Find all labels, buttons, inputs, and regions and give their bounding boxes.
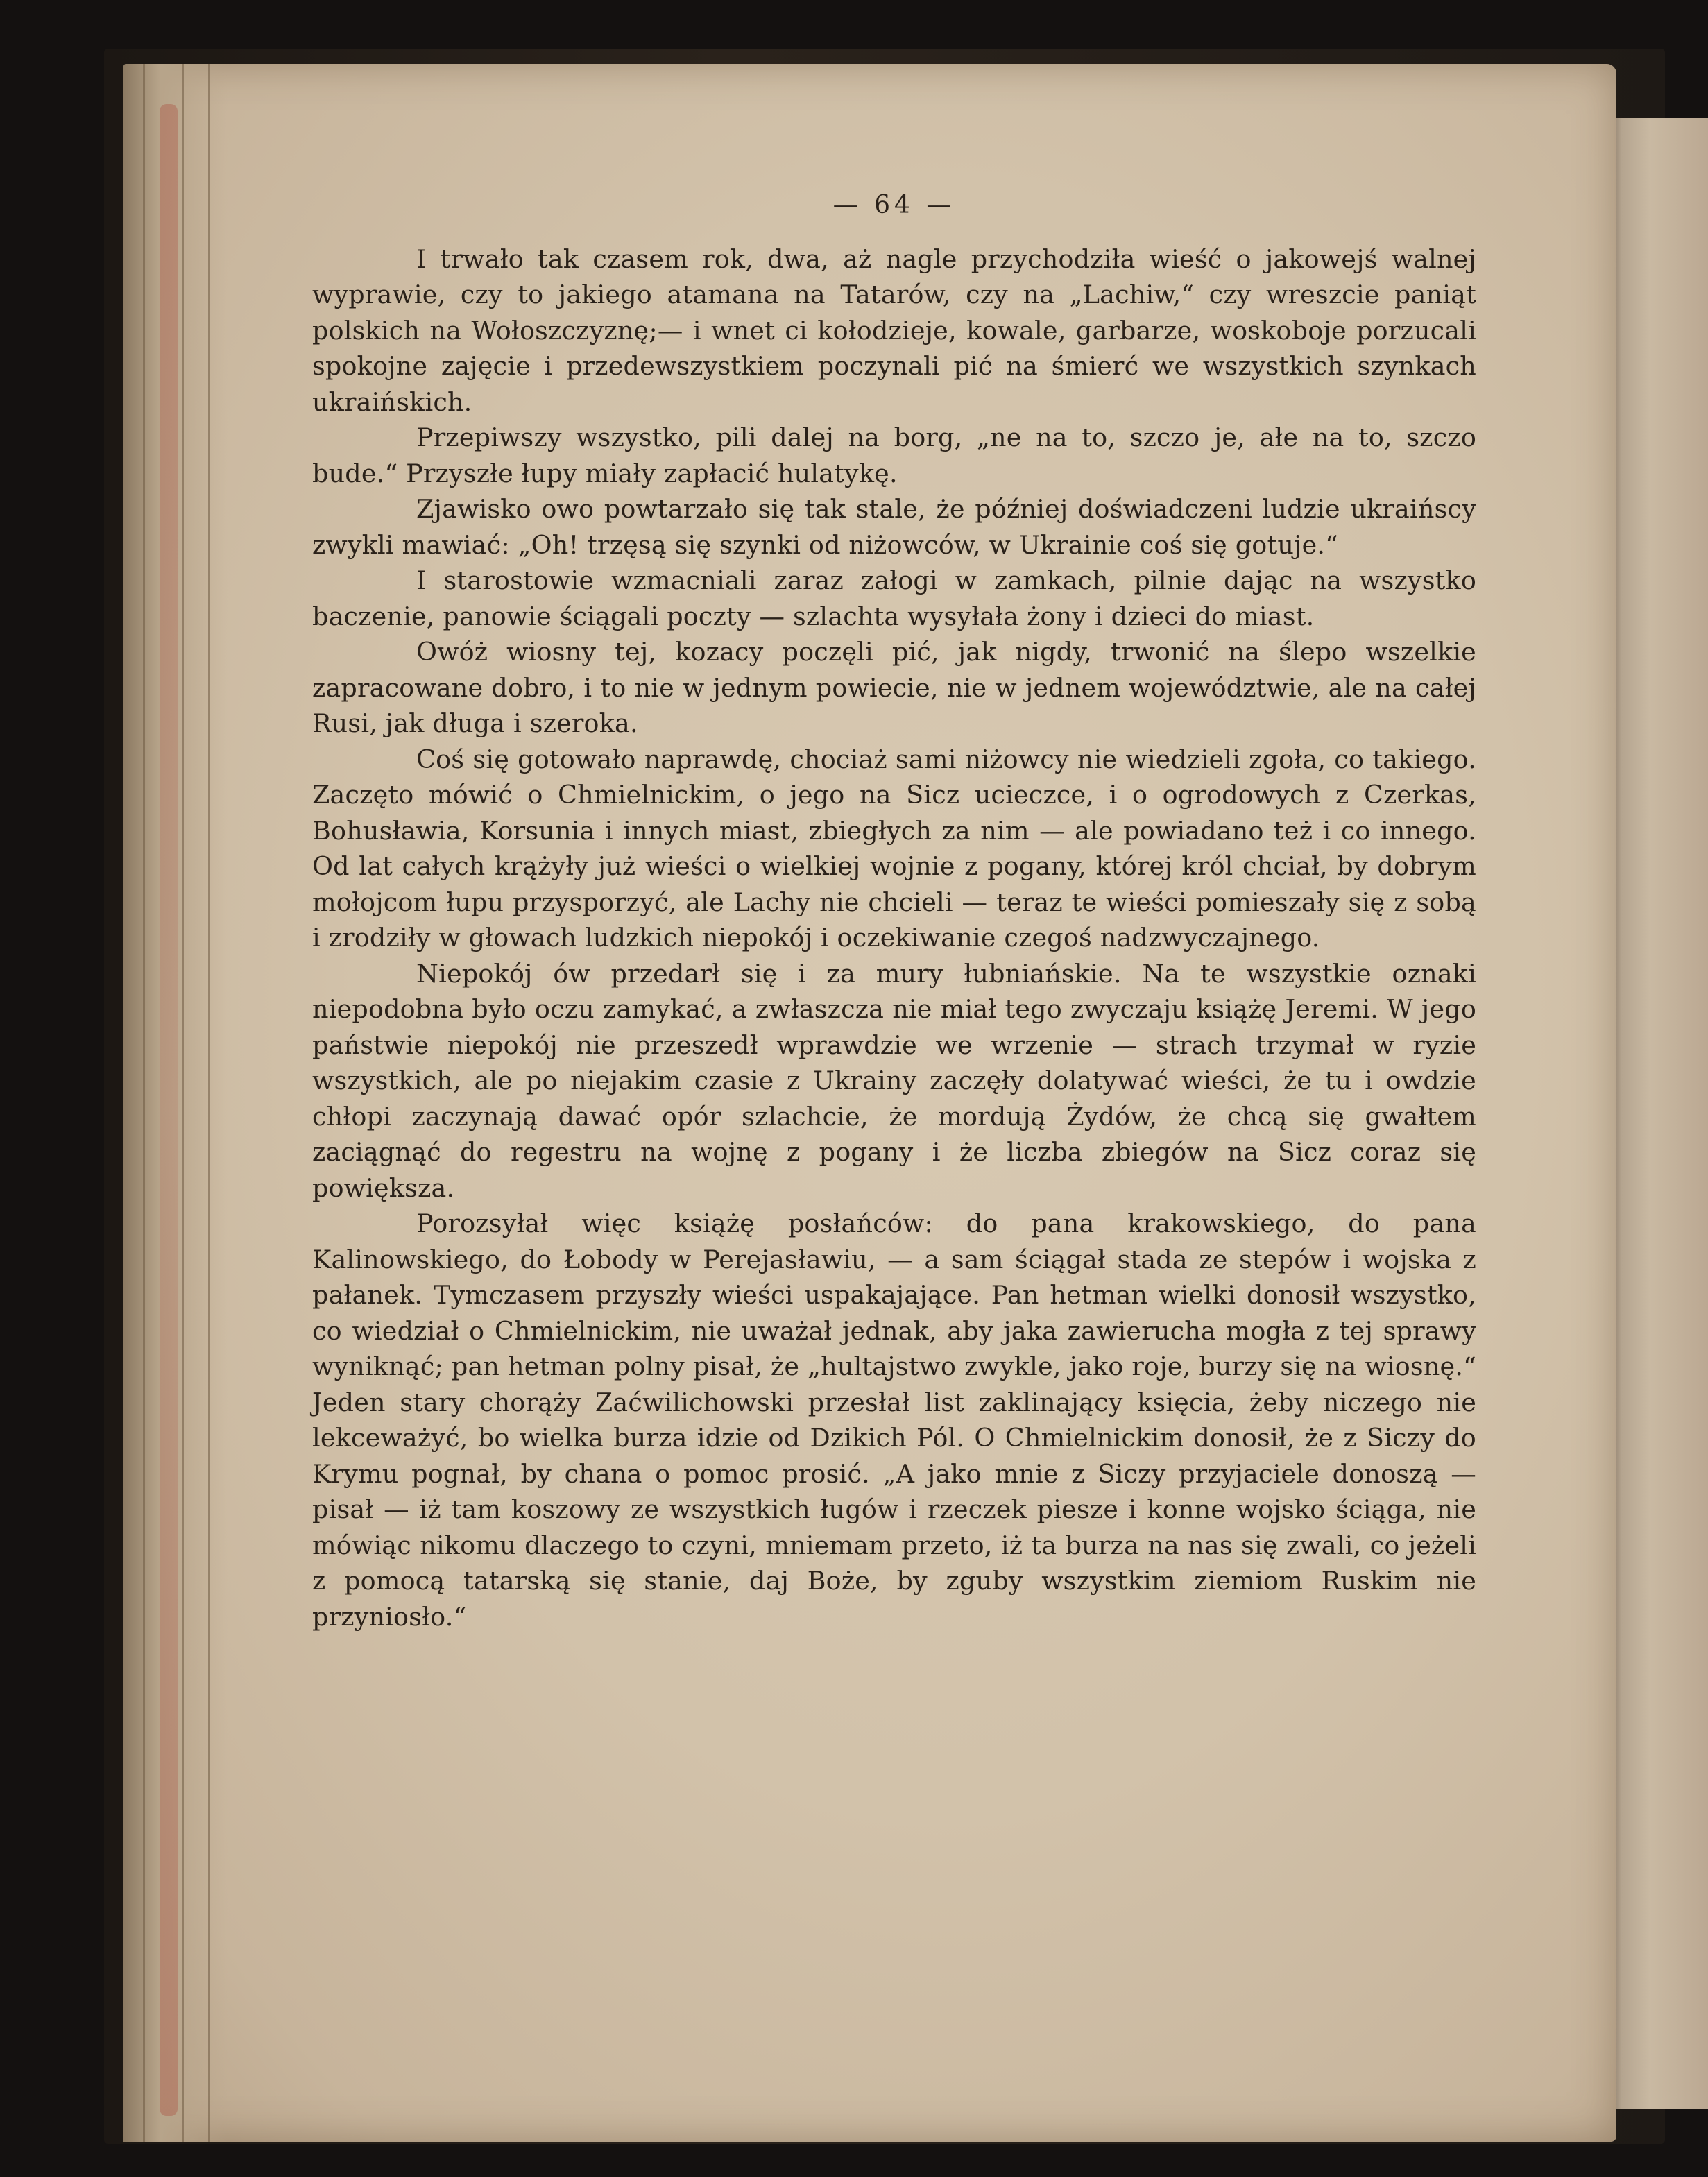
page-number: — 64 — (832, 191, 956, 219)
next-page-edge (1603, 118, 1708, 2109)
page-text (312, 187, 1476, 1634)
paragraph: I trwało tak czasem rok, dwa, aż nagle przychodziła wieść o jakowejś walnej wyprawie, czy to jakiego atamana na Tatarów, czy na „Lachiw,“ czy wreszcie paniąt polskich na Wołoszczyznę;— i wnet ci kołodzieje, kowale, garbarze, woskoboje porzucali spokojne zajęcie i przedewszystkiem poczynali pić na śmierć we wszystkich szynkach ukraińskich. (312, 244, 1476, 417)
paragraph: Przepiwszy wszystko, pili dalej na borg, „ne na to, szczo je, ałe na to, szczo bude.“ Przyszłe łupy miały zapłacić hulatykę. (312, 422, 1476, 488)
page-edge-line (208, 64, 210, 2142)
binding-stain (160, 104, 178, 2116)
page-edge-line (182, 64, 184, 2142)
paragraph: Owóż wiosny tej, kozacy poczęli pić, jak nigdy, trwonić na ślepo wszelkie zapracowane dobro, i to nie w jednym powiecie, nie w jednem województwie, ale na całej Rusi, jak długa i szeroka. (312, 637, 1476, 738)
paragraph: Zjawisko owo powtarzało się tak stale, że później doświadczeni ludzie ukraińscy zwykli mawiać: „Oh! trzęsą się szynki od niżowców, w Ukrainie coś się gotuje.“ (312, 494, 1476, 560)
page-edge-line (143, 64, 145, 2142)
paragraph: I starostowie wzmacniali zaraz załogi w zamkach, pilnie dając na wszystko baczenie, panowie ściągali poczty — szlachta wysyłała żony i dzieci do miast. (312, 565, 1476, 631)
paragraph: Niepokój ów przedarł się i za mury łubniańskie. Na te wszystkie oznaki niepodobna było oczu zamykać, a zwłaszcza nie miał tego zwyczaju książę Jeremi. W jego państwie niepokój nie przeszedł wprawdzie we wrzenie — strach trzymał w ryzie wszystkich, ale po niejakim czasie z Ukrainy zaczęły dolatywać wieści, że tu i owdzie chłopi zaczynają dawać opór szlachcie, że mordują Żydów, że chcą się gwałtem zaciągnąć do regestru na wojnę z pogany i że liczba zbiegów na Sicz coraz się powiększa. (312, 958, 1476, 1203)
paragraph: Porozsyłał więc książę posłańców: do pana krakowskiego, do pana Kalinowskiego, do Łobody w Perejasławiu, — a sam ściągał stada ze stepów i wojska z pałanek. Tymczasem przyszły wieści uspakajające. Pan hetman wielki donosił wszystko, co wiedział o Chmielnickim, nie uważał jednak, aby jaka zawierucha mogła z tej sprawy wyniknąć; pan hetman polny pisał, że „hultajstwo zwykle, jako roje, burzy się na wiosnę.“ Jeden stary chorąży Zaćwilichowski przesłał list zaklinający księcia, żeby niczego nie lekceważyć, bo wielka burza idzie od Dzikich Pól. O Chmielnickim donosił, że z Siczy do Krymu pognał, by chana o pomoc prosić. „A jako mnie z Siczy przyjaciele donoszą — pisał — iż tam koszowy ze wszystkich ługów i rzeczek piesze i konne wojsko ściąga, nie mówiąc nikomu dlaczego to czyni, mniemam przeto, iż ta burza na nas się zwali, co jeżeli z pomocą tatarską się stanie, daj Boże, by zguby wszystkim ziemiom Ruskim nie przyniosło.“ (312, 1209, 1476, 1632)
paragraph: Coś się gotowało naprawdę, chociaż sami niżowcy nie wiedzieli zgoła, co takiego. Zaczęto mówić o Chmielnickim, o jego na Sicz ucieczce, i o ogrodowych z Czerkas, Bohusławia, Korsunia i innych miast, zbiegłych za nim — ale powiadano też i co innego. Od lat całych krążyły już wieści o wielkiej wojnie z pogany, której król chciał, by dobrym mołojcom łupu przysporzyć, ale Lachy nie chcieli — teraz te wieści pomieszały się z sobą i zrodziły w głowach ludzkich niepokój i oczekiwanie czegoś nadzwyczajnego. (312, 744, 1476, 953)
